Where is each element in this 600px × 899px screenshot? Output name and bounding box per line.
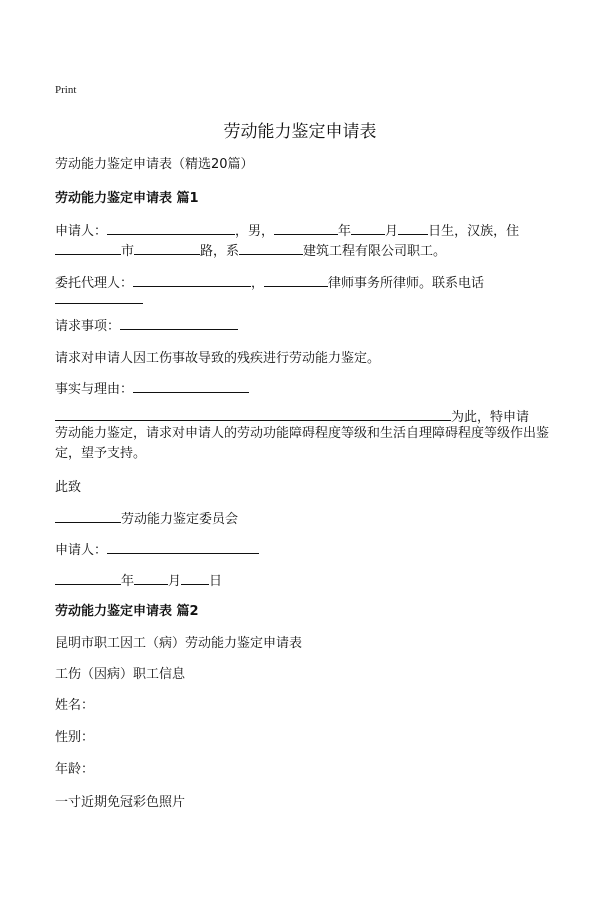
document-title: 劳动能力鉴定申请表 [223,122,377,142]
birth-month-blank [351,221,385,235]
facts-label: 事实与理由： [55,382,134,397]
committee-line [55,508,238,527]
committee-text: 劳动能力鉴定委员会 [121,512,239,527]
agent-line [55,272,484,291]
age-label: 年龄： [55,762,95,777]
date-year-text: 年 [121,574,135,589]
request-label: 请求事项： [55,319,121,334]
month-text: 月 [385,224,399,239]
gender-text: ，男， [235,224,275,239]
company-text: 建筑工程有限公司职工。 [303,244,447,259]
date-month-blank [134,571,168,585]
facts-line [55,378,249,397]
agent-name-blank [133,273,251,287]
comma-text: ， [251,276,265,291]
request-line [55,315,238,334]
city-blank [55,241,121,255]
address-line [55,240,446,259]
road-text: 路，系 [200,244,240,259]
form-title: 昆明市职工因工（病）劳动能力鉴定申请表 [55,636,303,651]
committee-blank [55,509,121,523]
request-text: 请求对申请人因工伤事故导致的残疾进行劳动能力鉴定。 [55,351,381,366]
facts-body: 劳动能力鉴定，请求对申请人的劳动功能障碍程度等级和生活自理障碍程度等级作出鉴定，望予支持。 [55,426,550,461]
photo-label: 一寸近期免冠彩色照片 [55,795,186,810]
sign-label: 申请人： [55,543,108,558]
birth-text: 日生，汉族，住 [428,224,520,239]
law-firm-blank [264,273,328,287]
company-blank [239,241,303,255]
gender-label: 性别： [55,730,95,745]
name-label: 姓名： [55,698,95,713]
agent-label: 委托代理人： [55,276,134,291]
document-subtitle: 劳动能力鉴定申请表（精选20篇） [55,157,254,172]
info-title: 工伤（因病）职工信息 [55,667,186,682]
facts-tail: 为此，特申请 [451,410,530,425]
facts-long-blank [55,407,451,421]
birth-day-blank [398,221,428,235]
phone-blank [55,290,143,304]
phone-line [55,290,143,308]
lawyer-text: 律师事务所律师。联系电话 [328,276,485,291]
date-year-blank [55,571,121,585]
section2-heading: 劳动能力鉴定申请表 篇2 [55,604,199,619]
birth-year-blank [274,221,338,235]
sign-line [55,539,259,558]
date-month-text: 月 [168,574,182,589]
applicant-line [55,220,519,239]
request-blank [120,316,238,330]
road-blank [134,241,200,255]
sign-blank [107,540,259,554]
date-day-text: 日 [209,574,223,589]
year-text: 年 [338,224,352,239]
print-label: Print [55,84,77,96]
applicant-label: 申请人： [55,224,108,239]
section1-heading: 劳动能力鉴定申请表 篇1 [55,191,199,206]
salutation: 此致 [55,480,82,495]
applicant-name-blank [107,221,235,235]
facts-blank [133,379,249,393]
city-text: 市 [121,244,135,259]
facts-long-line [55,406,529,425]
date-day-blank [181,571,209,585]
date-line [55,570,222,589]
